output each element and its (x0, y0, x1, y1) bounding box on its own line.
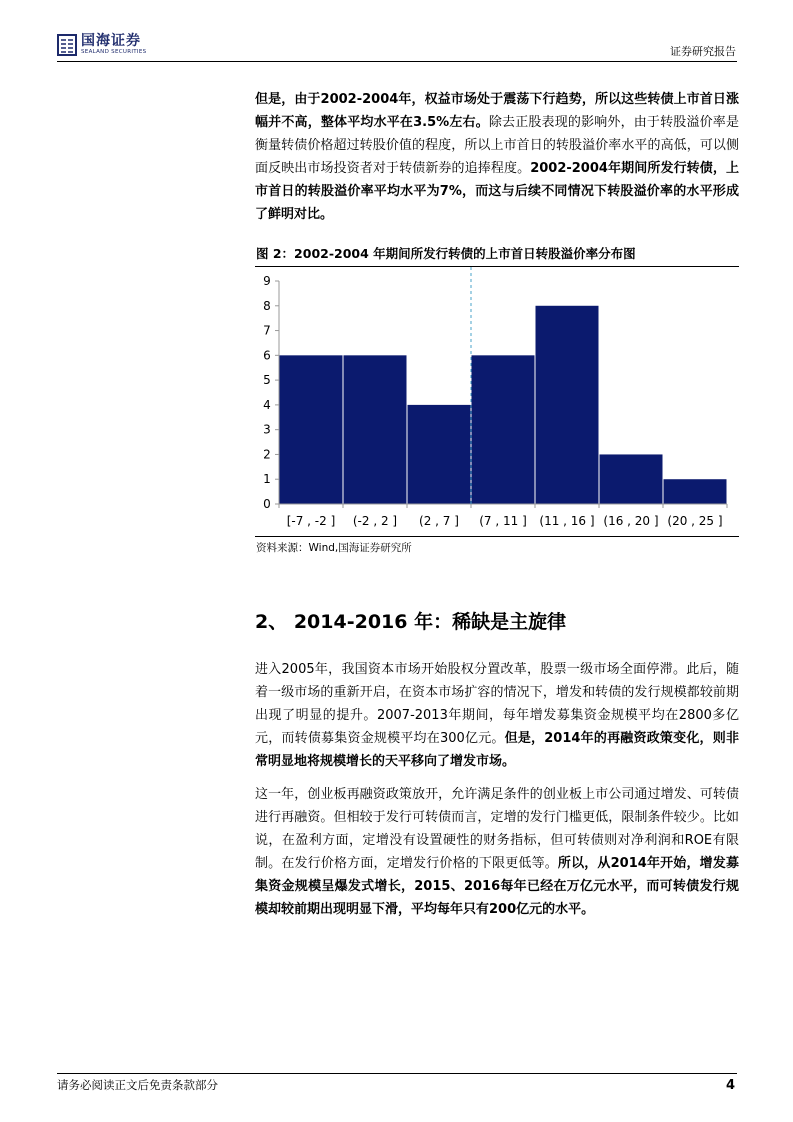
para3-sentence-1: 这一年，创业板再融资政策放开，允许满足条件的创业板上市公司通过增发、可转债进行再融资。但相较于发行可转债而言，定增的发行门槛更低，限制条件较少。比如说，在盈利方面，定增没有设置硬性的财务指标，但可转债则对净利润和ROE有限制。在发行价格方面，定增发行价格的下限更低等。 (255, 787, 739, 871)
chart-bar (472, 355, 535, 504)
report-type-label: 证券研究报告 (670, 45, 736, 58)
para1-sentence-3: 2002-2004年期间所发行转债，上市首日的转股溢价率平均水平为7%，而这与后续不同情况下转股溢价率的水平形成了鲜明对比。 (255, 161, 739, 222)
chart-bar (280, 355, 343, 504)
chart-bar (344, 355, 407, 504)
premium-distribution-chart (255, 267, 739, 535)
chart-bar (536, 306, 599, 504)
section-heading: 2、 2014-2016 年：稀缺是主旋律 (255, 611, 567, 633)
x-category-label: (20 , 25 ] (667, 514, 723, 528)
body-paragraph-3 (255, 783, 739, 921)
para1-sentence-2: 除去正股表现的影响外，由于转股溢价率是衡量转债价格超过转股价值的程度，所以上市首日的转股溢价率水平的高低，可以侧面反映出市场投资者对于转债新券的追捧程度。 (255, 115, 739, 176)
y-tick-label: 3 (263, 422, 271, 437)
y-tick-label: 1 (263, 472, 271, 487)
para3-sentence-2: 所以，从2014年开始，增发募集资金规模呈爆发式增长，2015、2016每年已经在万亿元水平，而可转债发行规模却较前期出现明显下滑，平均每年只有200亿元的水平。 (255, 856, 739, 917)
para2-sentence-2: 但是，2014年的再融资政策变化，则非常明显地将规模增长的天平移向了增发市场。 (255, 731, 739, 769)
logo-english-name: SEALAND SECURITIES (81, 49, 147, 56)
x-category-label: (7 , 11 ] (479, 514, 527, 528)
y-tick-label: 5 (263, 373, 271, 388)
chart-bar (408, 405, 471, 504)
body-paragraph-2 (255, 658, 739, 773)
y-tick-label: 6 (263, 348, 271, 363)
page-number: 4 (725, 1078, 735, 1093)
header-divider (57, 61, 737, 62)
figure-title: 图 2：2002-2004 年期间所发行转债的上市首日转股溢价率分布图 (256, 246, 636, 261)
x-category-label: (-2 , 2 ] (352, 514, 398, 528)
para2-sentence-1: 进入2005年，我国资本市场开始股权分置改革，股票一级市场全面停滞。此后，随着一级市场的重新开启，在资本市场扩容的情况下，增发和转债的发行规模都较前期出现了明显的提升。2007-2013年期间，每年增发募集资金规模平均在2800多亿元，而转债募集资金规模平均在300亿元。 (255, 662, 739, 746)
y-tick-label: 9 (263, 274, 271, 288)
x-category-label: (11 , 16 ] (539, 514, 595, 528)
x-category-label: (2 , 7 ] (419, 514, 459, 528)
chart-bar (600, 454, 663, 504)
footer-divider (57, 1073, 737, 1074)
figure-bottom-rule (255, 536, 739, 537)
disclaimer-note: 请务必阅读正文后免责条款部分 (57, 1078, 218, 1092)
y-tick-label: 2 (263, 447, 271, 462)
para1-sentence-1: 但是，由于2002-2004年，权益市场处于震荡下行趋势，所以这些转债上市首日涨幅并不高，整体平均水平在3.5%左右。 (255, 92, 739, 130)
figure-source: 资料来源：Wind,国海证券研究所 (256, 542, 412, 554)
intro-paragraph (255, 88, 739, 226)
x-category-label: [-7 , -2 ] (286, 514, 336, 528)
y-tick-label: 0 (263, 497, 271, 511)
x-category-label: (16 , 20 ] (603, 514, 659, 528)
logo-chinese-name: 国海证券 (81, 33, 141, 50)
chart-bar (664, 479, 727, 504)
sealand-logo-icon (57, 34, 77, 56)
company-logo (57, 34, 146, 56)
y-tick-label: 7 (263, 323, 271, 338)
y-tick-label: 8 (263, 298, 271, 313)
y-tick-label: 4 (263, 397, 271, 412)
